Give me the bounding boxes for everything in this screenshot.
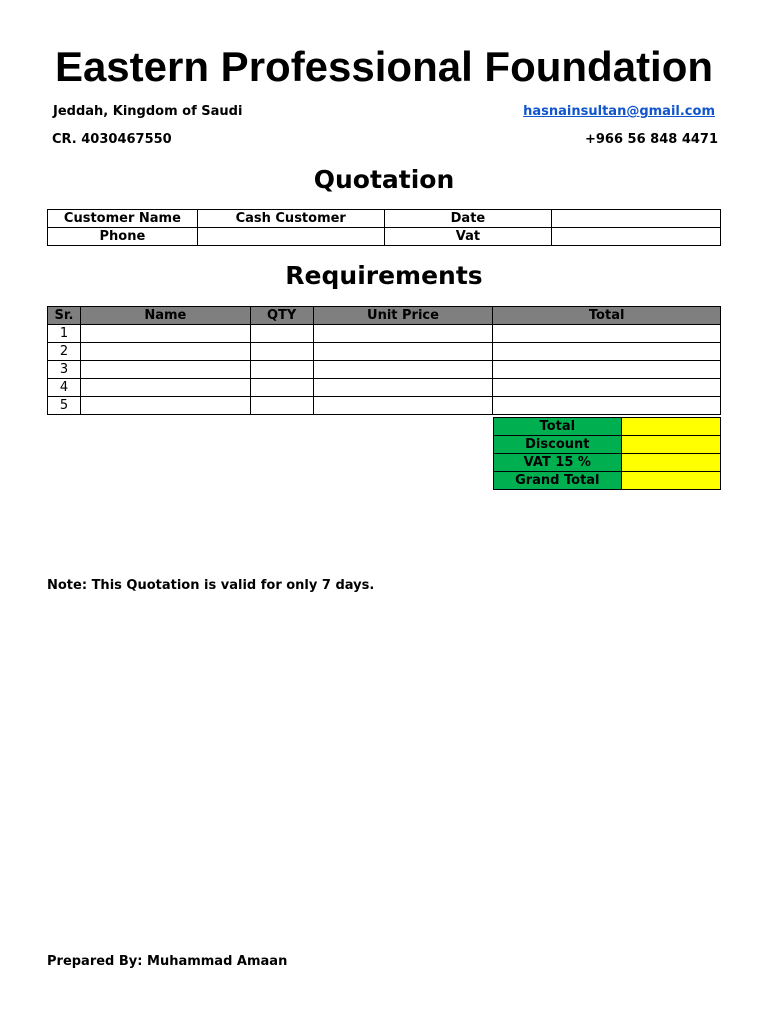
customer-name-label: Customer Name: [48, 210, 198, 228]
totals-row-discount: [494, 436, 721, 454]
col-header-name: Name: [80, 307, 250, 325]
table-row: [48, 343, 721, 361]
totals-row-total: [494, 418, 721, 436]
table-row: [48, 379, 721, 397]
vat-label: Vat: [384, 228, 552, 246]
totals-row-grand-total: [494, 472, 721, 490]
row-unit-price[interactable]: [313, 361, 493, 379]
table-row: [48, 361, 721, 379]
row-sr: 5: [48, 397, 81, 415]
date-value[interactable]: [552, 210, 721, 228]
vat-total-value[interactable]: [621, 454, 720, 472]
table-row: [48, 397, 721, 415]
row-unit-price[interactable]: [313, 379, 493, 397]
row-sr: 2: [48, 343, 81, 361]
email-link[interactable]: hasnainsultan@gmail.com: [523, 104, 715, 119]
row-sr: 3: [48, 361, 81, 379]
col-header-total: Total: [493, 307, 721, 325]
cr-number: CR. 4030467550: [52, 132, 172, 147]
total-value[interactable]: [621, 418, 720, 436]
phone-value[interactable]: [197, 228, 384, 246]
row-name[interactable]: [80, 325, 250, 343]
requirements-table: [47, 306, 721, 415]
requirements-header-row: [48, 307, 721, 325]
col-header-sr: Sr.: [48, 307, 81, 325]
totals-row-vat: [494, 454, 721, 472]
phone-row: [48, 228, 721, 246]
row-sr: 4: [48, 379, 81, 397]
validity-note: Note: This Quotation is valid for only 7 days.: [47, 578, 375, 593]
row-qty[interactable]: [250, 325, 313, 343]
company-name: Eastern Professional Foundation: [54, 43, 714, 90]
discount-value[interactable]: [621, 436, 720, 454]
vat-value[interactable]: [552, 228, 721, 246]
prepared-by: Prepared By: Muhammad Amaan: [47, 954, 288, 969]
row-total[interactable]: [493, 325, 721, 343]
customer-info-table: [47, 209, 721, 246]
grand-total-label: Grand Total: [494, 472, 622, 490]
row-qty[interactable]: [250, 379, 313, 397]
grand-total-value[interactable]: [621, 472, 720, 490]
phone-number: +966 56 848 4471: [584, 132, 718, 147]
row-qty[interactable]: [250, 361, 313, 379]
row-total[interactable]: [493, 379, 721, 397]
row-qty[interactable]: [250, 397, 313, 415]
row-name[interactable]: [80, 379, 250, 397]
customer-name-value[interactable]: Cash Customer: [197, 210, 384, 228]
totals-table: [493, 417, 721, 490]
row-name[interactable]: [80, 397, 250, 415]
requirements-title: Requirements: [285, 261, 483, 290]
col-header-qty: QTY: [250, 307, 313, 325]
quotation-title: Quotation: [313, 165, 455, 194]
total-label: Total: [494, 418, 622, 436]
customer-row: [48, 210, 721, 228]
row-total[interactable]: [493, 361, 721, 379]
row-name[interactable]: [80, 361, 250, 379]
discount-label: Discount: [494, 436, 622, 454]
row-total[interactable]: [493, 343, 721, 361]
row-sr: 1: [48, 325, 81, 343]
phone-label: Phone: [48, 228, 198, 246]
table-row: [48, 325, 721, 343]
row-unit-price[interactable]: [313, 343, 493, 361]
vat-total-label: VAT 15 %: [494, 454, 622, 472]
date-label: Date: [384, 210, 552, 228]
row-qty[interactable]: [250, 343, 313, 361]
row-name[interactable]: [80, 343, 250, 361]
row-unit-price[interactable]: [313, 397, 493, 415]
company-location: Jeddah, Kingdom of Saudi: [53, 104, 243, 119]
col-header-unit-price: Unit Price: [313, 307, 493, 325]
row-total[interactable]: [493, 397, 721, 415]
row-unit-price[interactable]: [313, 325, 493, 343]
